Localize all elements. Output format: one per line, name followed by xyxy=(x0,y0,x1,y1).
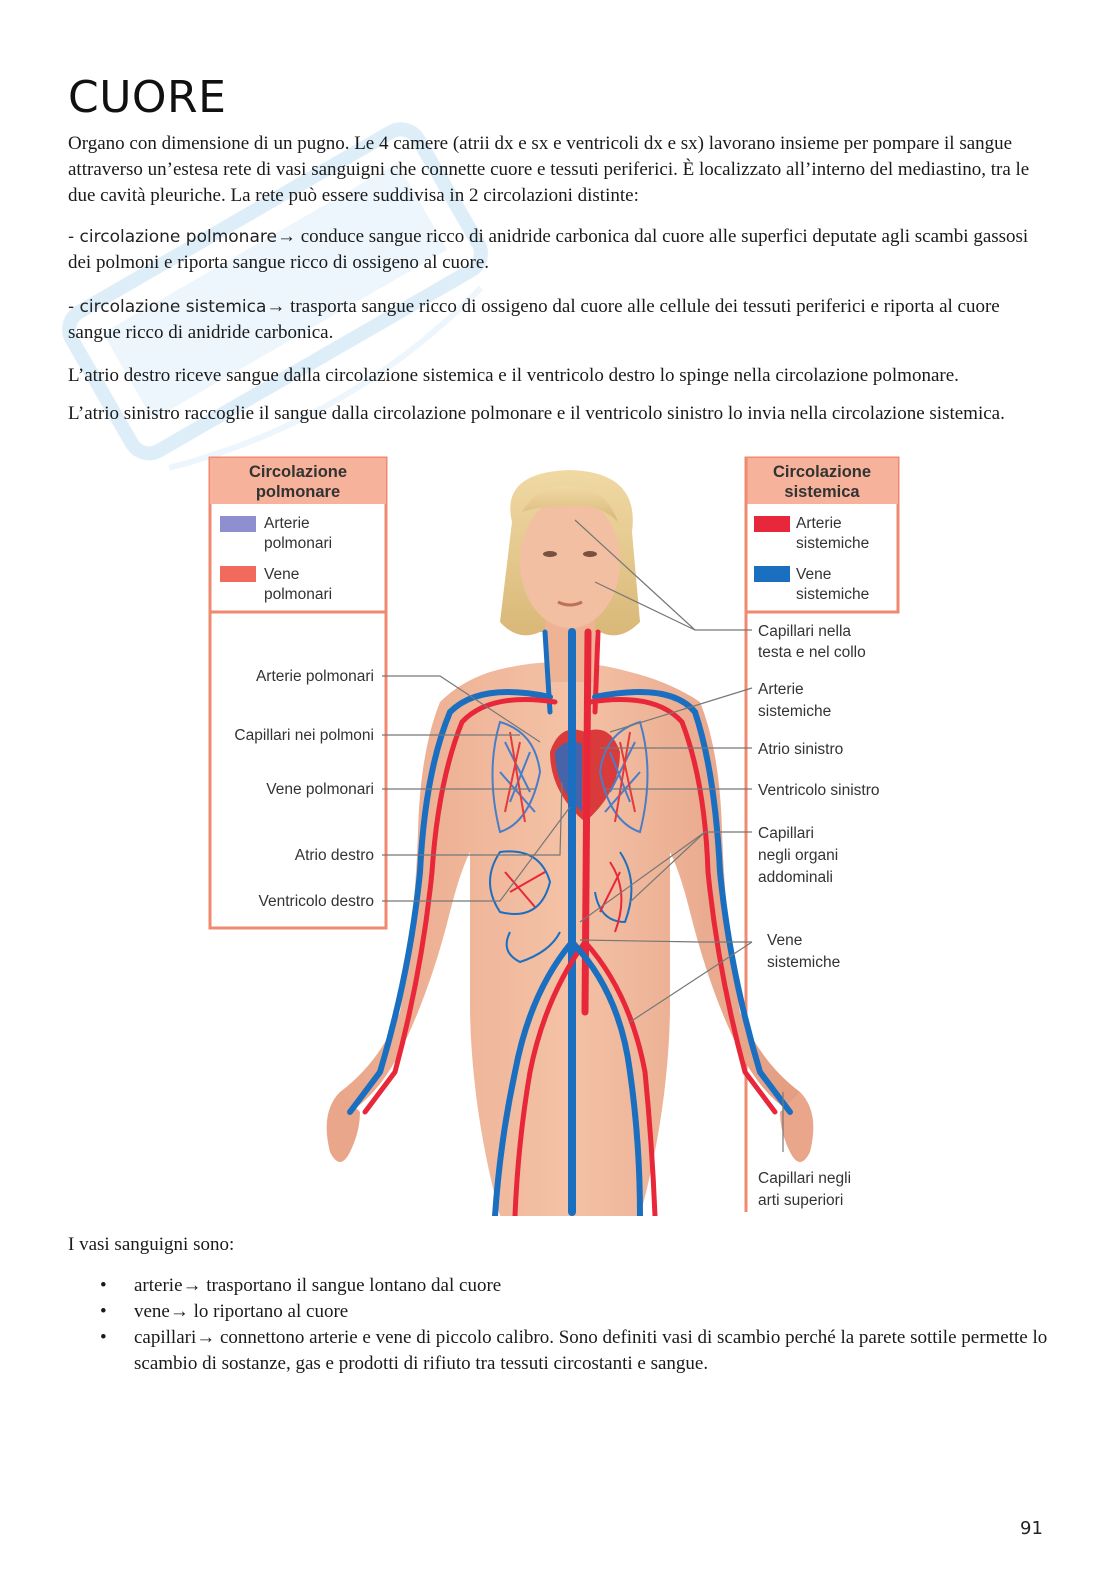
vasi-list xyxy=(100,1273,1050,1377)
label-vene-sistemiche-1: Vene xyxy=(767,932,803,949)
right-legend-item1-2: sistemiche xyxy=(796,535,870,552)
bullet-term: arterie xyxy=(134,1275,183,1296)
label-capillari-testa-2: testa e nel collo xyxy=(758,644,866,661)
vasi-heading: I vasi sanguigni sono: xyxy=(68,1234,235,1255)
bullet-term: vene xyxy=(134,1301,170,1322)
arrow-icon: → xyxy=(182,1275,202,1296)
list-item xyxy=(100,1273,1050,1299)
polmonare-prefix: - circolazione polmonare xyxy=(68,227,277,247)
right-legend-item2-2: sistemiche xyxy=(796,586,870,603)
sys-vein-swatch xyxy=(754,566,790,582)
circulation-figure xyxy=(200,452,910,1216)
list-item xyxy=(100,1299,1050,1325)
label-capillari-addome-1: Capillari xyxy=(758,825,814,842)
right-legend-title-2: sistemica xyxy=(784,483,860,501)
bullet-text: lo riportano al cuore xyxy=(188,1301,349,1322)
intro-paragraph: Organo con dimensione di un pugno. Le 4 camere (atrii dx e sx e ventricoli dx e sx) lavorano insieme per pompare il sangue attraverso un’estesa rete di vasi sanguigni che connette cuore e tessuti periferici. È localizzato all’interno del mediastino, tra le due cavità pleuriche. La rete può essere suddivisa in 2 circolazioni distinte: xyxy=(68,133,1030,206)
arrow-icon: → xyxy=(266,296,286,317)
sistemica-paragraph xyxy=(68,294,1048,346)
label-arterie-sistemiche-1: Arterie xyxy=(758,681,804,698)
left-legend-item1-1: Arterie xyxy=(264,515,310,532)
bullet-text: trasportano il sangue lontano dal cuore xyxy=(201,1275,502,1296)
label-ventricolo-sinistro: Ventricolo sinistro xyxy=(758,782,880,799)
label-atrio-sinistro: Atrio sinistro xyxy=(758,741,844,758)
list-item xyxy=(100,1325,1050,1377)
bullet-text: connettono arterie e vene di piccolo calibro. Sono definiti vasi di scambio perché la parete sottile permette lo scambio di sostanze, gas e prodotti di rifiuto tra tessuti circostanti e sangue. xyxy=(134,1327,1048,1374)
label-capillari-polmoni: Capillari nei polmoni xyxy=(234,727,374,744)
left-legend-item1-2: polmonari xyxy=(264,535,333,552)
label-capillari-arti-1: Capillari negli xyxy=(758,1170,852,1187)
atrio-destro-paragraph: L’atrio destro riceve sangue dalla circolazione sistemica e il ventricolo destro lo spinge nella circolazione polmonare. xyxy=(68,365,959,386)
arrow-icon: → xyxy=(196,1327,216,1348)
bullet-term: capillari xyxy=(134,1327,197,1348)
right-legend-item1-1: Arterie xyxy=(796,515,842,532)
bullet-icon: • xyxy=(100,1327,107,1348)
label-capillari-addome-2: negli organi xyxy=(758,847,839,864)
page-title: CUORE xyxy=(68,72,227,123)
right-legend-item2-1: Vene xyxy=(796,566,832,583)
sistemica-prefix: - circolazione sistemica xyxy=(68,297,267,317)
label-vene-sistemiche-2: sistemiche xyxy=(767,954,841,971)
arrow-icon: → xyxy=(169,1301,189,1322)
bullet-icon: • xyxy=(100,1275,107,1296)
label-capillari-testa-1: Capillari nella xyxy=(758,623,852,640)
label-capillari-addome-3: addominali xyxy=(758,869,833,886)
left-legend-item2-1: Vene xyxy=(264,566,300,583)
bullet-icon: • xyxy=(100,1301,107,1322)
pulm-artery-swatch xyxy=(220,516,256,532)
right-labels xyxy=(758,623,879,1209)
page-number: 91 xyxy=(1020,1518,1043,1539)
polmonare-text: conduce sangue ricco di anidride carbonica dal cuore alle superfici deputate agli scambi gassosi dei polmoni e riporta sangue ricco di ossigeno al cuore. xyxy=(68,226,1029,273)
label-arterie-sistemiche-2: sistemiche xyxy=(758,703,832,720)
body-illustration xyxy=(327,470,814,1216)
polmonare-paragraph xyxy=(68,224,1048,276)
atrio-sinistro-paragraph: L’atrio sinistro raccoglie il sangue dalla circolazione polmonare e il ventricolo sinistro lo invia nella circolazione sistemica. xyxy=(68,403,1005,424)
label-vene-polmonari: Vene polmonari xyxy=(266,781,374,798)
label-ventricolo-destro: Ventricolo destro xyxy=(258,893,374,910)
left-legend-item2-2: polmonari xyxy=(264,586,333,603)
pulm-vein-swatch xyxy=(220,566,256,582)
sys-artery-swatch xyxy=(754,516,790,532)
left-legend-title-1: Circolazione xyxy=(248,463,348,481)
left-legend-title-2: polmonare xyxy=(255,483,341,501)
arrow-icon: → xyxy=(276,226,296,247)
label-arterie-polmonari: Arterie polmonari xyxy=(255,668,374,685)
right-legend-title-1: Circolazione xyxy=(772,463,872,481)
label-atrio-destro: Atrio destro xyxy=(294,847,374,864)
sistemica-text: trasporta sangue ricco di ossigeno dal cuore alle cellule dei tessuti periferici e riporta al cuore sangue ricco di anidride carbonica. xyxy=(68,296,1000,343)
label-capillari-arti-2: arti superiori xyxy=(758,1192,844,1209)
